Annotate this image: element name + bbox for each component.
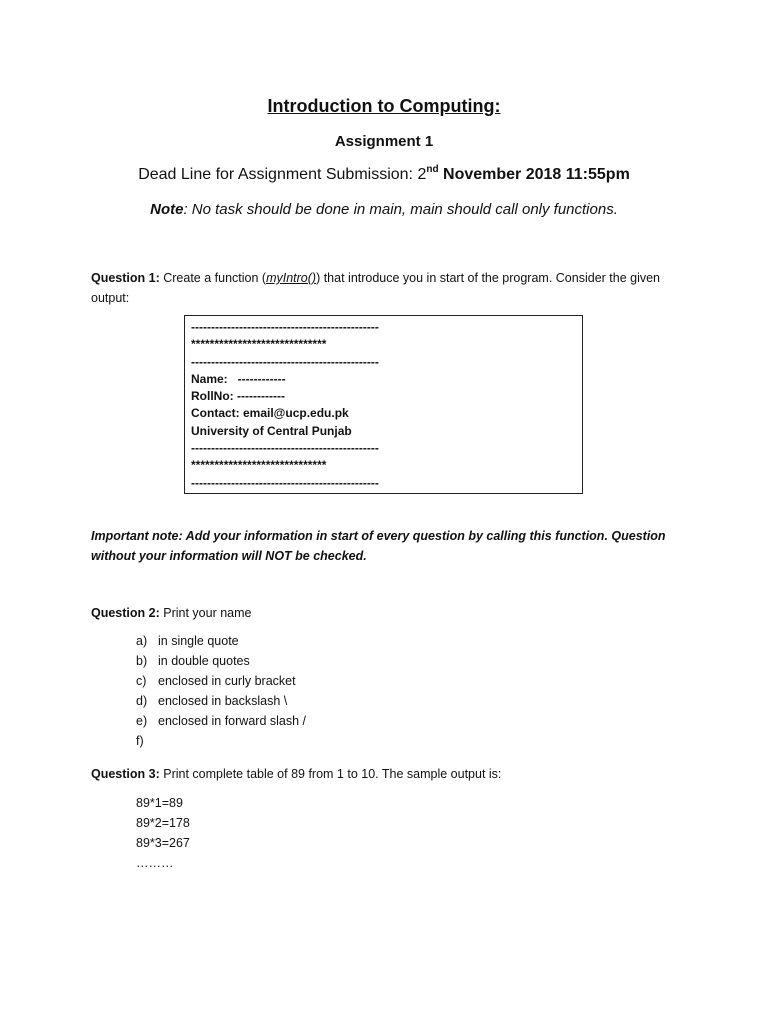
question-1-text-before: Create a function ( — [159, 271, 267, 285]
list-item-text: enclosed in forward slash / — [158, 714, 306, 728]
note-line — [0, 201, 768, 218]
assignment-subtitle: Assignment 1 — [334, 133, 434, 150]
list-marker: f) — [136, 734, 144, 748]
document-title: Introduction to Computing: — [267, 96, 501, 116]
output-line: ***************************** — [191, 337, 327, 352]
output-line: RollNo: ------------ — [191, 389, 285, 404]
deadline-ordinal-suffix: nd — [426, 164, 439, 175]
question-1-label: Question 1: — [91, 271, 160, 285]
question-2-label: Question 2: — [91, 606, 160, 620]
note-label: Note — [150, 201, 184, 218]
output-line: ----------------------------------------------- — [191, 354, 379, 369]
list-marker: b) — [136, 654, 148, 668]
deadline-line — [0, 166, 768, 184]
output-line: Contact: email@ucp.edu.pk — [191, 406, 349, 421]
list-marker: c) — [136, 674, 147, 688]
sample-line: 89*2=178 — [136, 816, 190, 830]
sample-output-box — [184, 315, 583, 494]
question-2-list — [136, 631, 536, 751]
list-item-text: in single quote — [158, 634, 239, 648]
important-note: Important note: Add your information in start of every question by calling this function. Question without your information will NOT be checked. — [91, 529, 666, 563]
output-line: ----------------------------------------------- — [191, 475, 379, 490]
output-line: University of Central Punjab — [191, 423, 352, 438]
question-1-text-after: ) that introduce you in start of the program. Consider the given output: — [91, 271, 661, 305]
question-3-sample-output — [136, 793, 436, 873]
question-3-label: Question 3: — [91, 767, 160, 781]
list-item — [136, 711, 536, 731]
list-item-text: enclosed in curly bracket — [158, 674, 296, 688]
deadline-time: 11:55pm — [565, 166, 630, 183]
list-item-text: enclosed in backslash \ — [158, 694, 288, 708]
sample-line: 89*3=267 — [136, 836, 190, 850]
list-item — [136, 631, 536, 651]
question-3 — [91, 764, 711, 784]
list-item — [136, 671, 536, 691]
question-1-function-name: myIntro() — [266, 271, 317, 285]
deadline-month-year: November 2018 — [438, 166, 566, 183]
list-item-text: in double quotes — [158, 654, 250, 668]
list-marker: e) — [136, 714, 148, 728]
list-item — [136, 651, 536, 671]
list-marker: a) — [136, 634, 148, 648]
question-2-text: Print your name — [159, 606, 252, 620]
sample-line: ……… — [136, 856, 174, 870]
question-2 — [91, 603, 691, 623]
output-line: ----------------------------------------------- — [191, 441, 379, 456]
question-1 — [91, 268, 681, 308]
deadline-prefix: Dead Line for Assignment Submission: 2 — [138, 166, 427, 183]
output-line: Name: ------------ — [191, 371, 286, 386]
question-3-text: Print complete table of 89 from 1 to 10. The sample output is: — [159, 767, 502, 781]
list-marker: d) — [136, 694, 148, 708]
note-text: : No task should be done in main, main should call only functions. — [183, 201, 618, 218]
sample-line: 89*1=89 — [136, 796, 183, 810]
list-item — [136, 691, 536, 711]
output-line: ***************************** — [191, 458, 327, 473]
output-line: ----------------------------------------------- — [191, 320, 379, 334]
list-item — [136, 731, 536, 751]
